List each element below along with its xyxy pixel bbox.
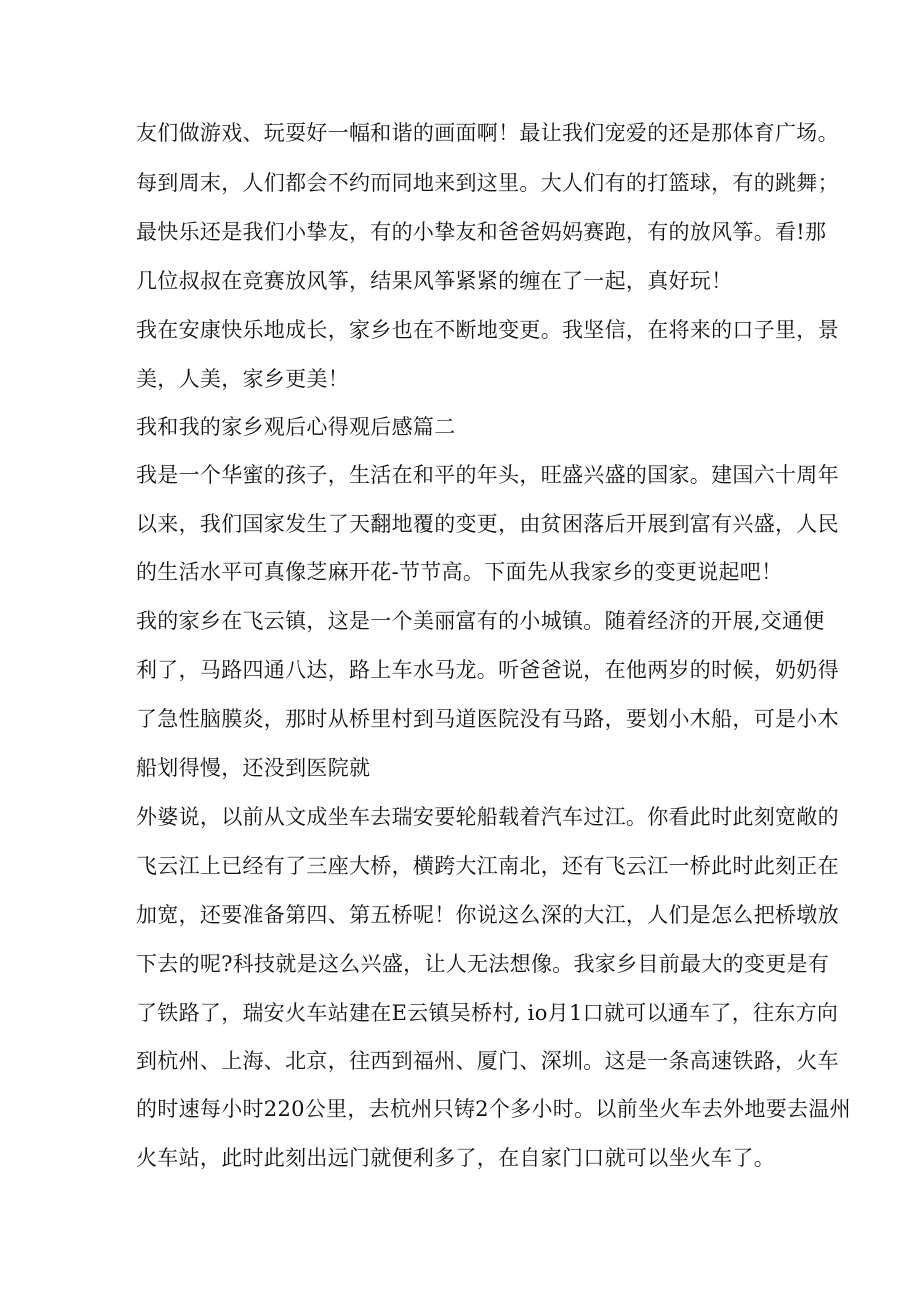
paragraph-line: 下去的呢?科技就是这么兴盛，让人无法想像。我家乡目前最大的变更是有 [136, 952, 830, 976]
paragraph-line: 了急性脑膜炎，那时从桥里村到马道医院没有马路，要划小木船，可是小木 [136, 707, 839, 731]
paragraph-line: 美，人美，家乡更美！ [136, 367, 349, 391]
paragraph-line: 几位叔叔在竞赛放风筝，结果风筝紧紧的缠在了一起，真好玩！ [136, 269, 733, 293]
paragraph-line: 最快乐还是我们小挚友，有的小挚友和爸爸妈妈赛跑，有的放风筝。看!那 [136, 220, 827, 244]
paragraph-line: 的时速每小时220公里，去杭州只铸2个多小时。以前坐火车去外地要去温州 [136, 1097, 851, 1121]
paragraph-line: 船划得慢，还没到医院就 [136, 756, 371, 780]
paragraph-line: 我是一个华蜜的孩子，生活在和平的年头，旺盛兴盛的国家。建国六十周年 [136, 463, 839, 487]
paragraph-line: 我在安康快乐地成长，家乡也在不断地变更。我坚信，在将来的口子里，景 [136, 318, 839, 342]
paragraph-line: 火车站，此时此刻出远门就便利多了，在自家门口就可以坐火车了。 [136, 1146, 775, 1170]
paragraph-line: 外婆说，以前从文成坐车去瑞安要轮船载着汽车过江。你看此时此刻宽敞的 [136, 805, 839, 829]
paragraph-line: 以来，我们国家发生了天翻地覆的变更，由贫困落后开展到富有兴盛，人民 [136, 512, 839, 536]
paragraph-line: 的生活水平可真像芝麻开花-节节高。下面先从我家乡的变更说起吧！ [136, 560, 783, 584]
paragraph-line: 加宽，还要准备第四、第五桥呢！你说这么深的大江，人们是怎么把桥墩放 [136, 903, 839, 927]
paragraph-line: 友们做游戏、玩耍好一幅和谐的画面啊！最让我们宠爱的还是那体育广场。 [136, 121, 839, 145]
paragraph-line: 飞云江上已经有了三座大桥，横跨大江南北，还有飞云江一桥此时此刻正在 [136, 854, 839, 878]
paragraph-line: 了铁路了，瑞安火车站建在E云镇吴桥村, io月1口就可以通车了，往东方向 [136, 1001, 839, 1025]
paragraph-line: 利了，马路四通八达，路上车水马龙。听爸爸说，在他两岁的时候，奶奶得 [136, 658, 839, 682]
section-heading: 我和我的家乡观后心得观后感篇二 [136, 415, 456, 439]
paragraph-line: 到杭州、上海、北京，往西到福州、厦门、深圳。这是一条高速铁路，火车 [136, 1049, 839, 1073]
paragraph-line: 每到周末，人们都会不约而同地来到这里。大人们有的打篮球，有的跳舞； [136, 171, 839, 195]
paragraph-line: 我的家乡在飞云镇，这是一个美丽富有的小城镇。随着经济的开展,交通便 [136, 609, 825, 633]
